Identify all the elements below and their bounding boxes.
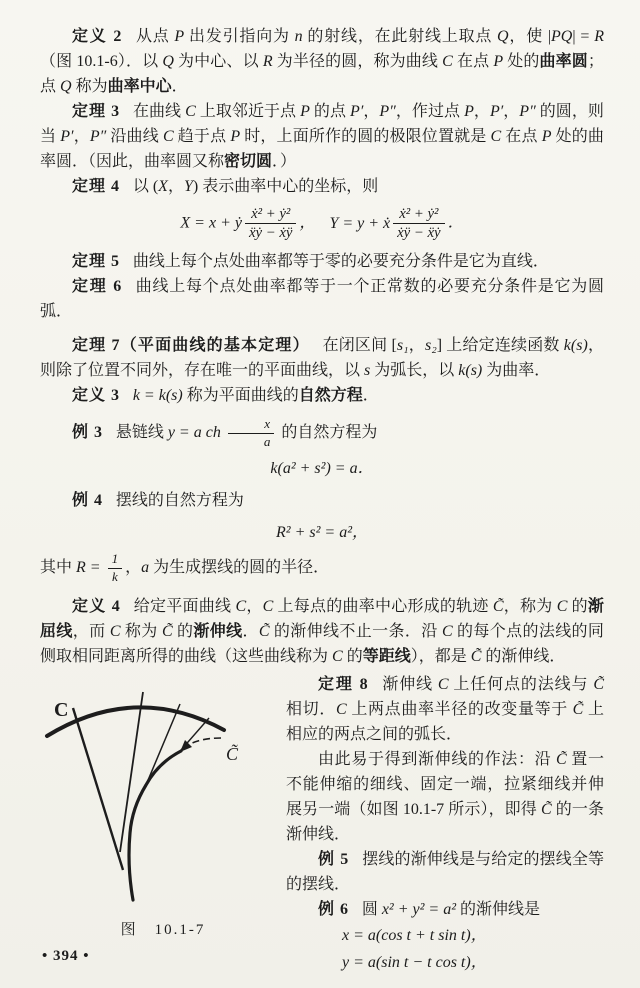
text-run: ) 表示曲率中心的坐标，则 — [192, 178, 379, 195]
text-run: 给定平面曲线 — [133, 597, 236, 615]
text-run: R — [594, 28, 604, 45]
text-run: 渐伸线 — [193, 622, 243, 640]
formula-involute-y: y = a(sin t − t cos t)， — [342, 953, 487, 971]
text-run: ，称为 — [503, 597, 557, 615]
where-math: a — [141, 559, 150, 577]
text-run: 处的曲率圆．（因此，曲率圆又称 — [40, 128, 604, 170]
text-run: 摆线的渐伸线是与给定的摆线全等的摆线． — [286, 850, 604, 893]
text-run: ．） — [272, 153, 297, 170]
theorem-4-label: 定理 4 — [72, 178, 121, 195]
text-run: P′ — [489, 103, 504, 120]
paragraph-theorem-6 — [40, 274, 604, 324]
text-run: 渐屈线 — [40, 597, 604, 640]
text-run: 的每个点的法线的同侧取相同距离所得的曲线（这些曲线称为 — [40, 622, 604, 665]
text-run: C̃ — [593, 675, 604, 693]
text-run: 的 — [172, 622, 194, 640]
paragraph-definition-4 — [40, 594, 604, 669]
theorem-5-label: 定理 5 — [72, 252, 121, 270]
paragraph-theorem-3 — [40, 99, 604, 174]
text-run: 的圆，则当 — [40, 103, 604, 145]
text-run: 为半径的圆，称为曲线 — [272, 53, 443, 70]
where-text: 为生成摆线的圆的半径． — [149, 559, 330, 577]
text-run: 上每点的曲率中心形成的轨迹 — [273, 597, 493, 615]
fraction-numerator: 1 — [108, 552, 123, 569]
theorem-5-text — [133, 253, 549, 270]
paragraph-example-6 — [286, 897, 604, 922]
text-run: Y — [183, 178, 193, 195]
text-run: 的 — [567, 597, 588, 615]
formula-part: ， — [299, 214, 316, 232]
text-run: P — [541, 128, 552, 145]
curve-c-tilde-spiral — [129, 751, 181, 900]
theorem-6-text — [40, 278, 604, 320]
text-run: ， — [408, 336, 425, 354]
text-run: ，作过点 — [395, 103, 465, 120]
text-run: C̃ — [470, 647, 482, 665]
text-run: C — [162, 128, 174, 145]
figure-10-1-7 — [40, 672, 286, 976]
definition-4-text — [40, 598, 604, 665]
text-run: 的射线，在此射线上取点 — [302, 28, 498, 45]
text-run: C̃ — [492, 597, 504, 615]
text-run: 上取邻近于点 — [195, 103, 301, 120]
text-run: 处的 — [503, 53, 540, 70]
text-run: 曲率中心 — [107, 78, 172, 95]
paragraph-theorem-4 — [40, 174, 604, 199]
text-run: 在点 — [501, 128, 542, 145]
paragraph-involute-construction — [286, 747, 604, 847]
text-run: P — [464, 103, 474, 120]
text-run: C — [262, 597, 274, 615]
formula-catenary-natural-equation: k(a² + s²) = a． — [270, 460, 374, 478]
tangent-line-3 — [146, 704, 180, 785]
text-run: PQ — [551, 28, 573, 45]
fraction — [245, 206, 296, 242]
text-run: 上两点曲率半径的改变量等于 — [346, 700, 573, 718]
text-run: 为曲率． — [482, 361, 551, 379]
paragraph-definition-3 — [40, 383, 604, 408]
text-run: C — [437, 675, 449, 693]
text-run: s₁ — [396, 336, 409, 354]
text-run: （图 10.1-6）．以 — [40, 53, 163, 70]
text-run: ，则除了位置不同外，存在唯一的平面曲线，以 — [40, 336, 604, 379]
text-run: | = — [572, 28, 595, 45]
text-run: 等距线 — [362, 647, 411, 665]
example-6-text — [362, 901, 540, 918]
text-run: 称为 — [120, 622, 162, 640]
tangent-line-1 — [73, 708, 123, 870]
text-run: 的渐伸线是 — [456, 900, 541, 918]
text-run: C — [235, 597, 247, 615]
paragraph-example-4 — [40, 488, 604, 513]
text-run: ． — [362, 386, 379, 404]
text-run: s₂ — [424, 336, 437, 354]
involute-evolute-diagram — [40, 680, 286, 912]
text-run: 为中心、以 — [173, 53, 263, 70]
paragraph-theorem-8 — [286, 672, 604, 747]
text-run: Q — [497, 28, 509, 45]
text-run: C — [109, 622, 121, 640]
text-run: C — [185, 103, 196, 120]
text-run: 的一条渐伸线． — [286, 800, 604, 843]
where-math: R = — [76, 559, 105, 577]
text-run: 在闭区间 [ — [322, 336, 397, 354]
fraction-numerator: ẋ² + ẏ² — [393, 206, 444, 224]
theorem-7-label: 定理 7（平面曲线的基本定理） — [72, 336, 310, 354]
text-run: k(s) — [458, 361, 483, 379]
text-run: P″ — [379, 103, 396, 120]
text-run: 的点 — [309, 103, 351, 120]
text-run: P — [300, 103, 310, 120]
text-run: 称为 — [71, 78, 108, 95]
text-run: C — [441, 622, 453, 640]
text-run: ，而 — [72, 622, 110, 640]
curve-c-label: C — [54, 698, 69, 721]
text-run: 圆 — [361, 900, 382, 918]
text-run: 的渐伸线不止一条．沿 — [269, 622, 442, 640]
example-3-label: 例 3 — [72, 423, 104, 441]
text-run: C — [336, 700, 347, 718]
text-run: 曲线上每个点处曲率都等于一个正常数的必要充分条件是它为圆弧． — [40, 277, 604, 320]
theorem-4-text — [133, 178, 378, 195]
fraction-denominator: a — [263, 433, 271, 449]
text-run: 趋于点 — [173, 128, 231, 145]
text-run: P — [174, 28, 185, 45]
fraction-denominator: ẍẏ − ẋÿ — [248, 225, 293, 242]
text-run: 曲线上每个点处曲率都等于零的必要充分条件是它为直线． — [132, 252, 549, 270]
text-run: 相切． — [286, 700, 336, 718]
text-run: 曲率圆 — [539, 53, 588, 70]
fraction — [393, 206, 444, 242]
text-run: 的 — [342, 647, 363, 665]
text-run: 摆线的自然方程为 — [115, 492, 244, 510]
text-run: 沿曲线 — [106, 128, 163, 145]
theorem-3-text — [40, 103, 604, 170]
fraction-numerator: ẋ² + ẏ² — [245, 206, 296, 224]
example-5-label: 例 5 — [318, 850, 350, 868]
text-run: C — [490, 128, 502, 145]
text-run: 时，上面所作的圆的极限位置就是 — [240, 128, 491, 145]
text-run: P — [493, 53, 504, 70]
text-run: C̃ — [161, 622, 173, 640]
text-run: x² + y² = a² — [381, 900, 457, 918]
right-text-column — [286, 672, 604, 976]
formula-part: ． — [447, 214, 464, 232]
definition-2-text — [40, 28, 604, 95]
paragraph-where-clause — [40, 552, 604, 584]
text-run: P′ — [60, 128, 74, 145]
formula-part: Y = y + ẋ — [329, 214, 391, 232]
paragraph-theorem-5 — [40, 249, 604, 274]
text-run: 上相应的两点之间的弧长． — [286, 700, 604, 743]
text-run: k(s) — [563, 336, 588, 354]
text-run: n — [294, 28, 303, 45]
text-run: ， — [73, 128, 90, 145]
text-run: 上任何点的法线与 — [448, 675, 594, 693]
fraction-denominator: k — [111, 569, 118, 585]
text-run: ． — [242, 622, 259, 640]
text-run: s — [364, 361, 371, 379]
text-run: 密切圆 — [224, 153, 273, 170]
text-run: C̃ — [555, 750, 567, 768]
definition-2-label: 定义 2 — [72, 28, 123, 45]
text-run: ] 上给定连续函数 — [436, 336, 564, 354]
formula-involute-x: x = a(cos t + t sin t)， — [342, 926, 487, 944]
paragraph-example-3 — [40, 417, 604, 449]
text-run: C — [556, 597, 568, 615]
text-run: ． — [171, 78, 188, 95]
text-run: C — [332, 647, 343, 665]
text-run: ， — [473, 103, 490, 120]
text-run: 在曲线 — [132, 103, 186, 120]
fraction — [228, 417, 275, 449]
text-run: ，使 | — [508, 28, 552, 45]
text-run: C̃ — [258, 622, 270, 640]
definition-3-label: 定义 3 — [72, 386, 121, 404]
formula-curvature-center — [40, 206, 604, 242]
example-3-text: 悬链线 — [115, 423, 168, 441]
text-run: P′ — [350, 103, 364, 120]
text-run: C̃ — [541, 800, 552, 818]
where-text: 其中 — [40, 559, 77, 577]
text-run: 由此易于得到渐伸线的作法：沿 — [318, 750, 556, 768]
text-run: ， — [167, 178, 184, 195]
text-run: R — [262, 53, 273, 70]
text-run: ），都是 — [410, 647, 471, 665]
text-run: C — [442, 53, 453, 70]
text-run: ， — [503, 103, 520, 120]
figure-caption: 图 10.1-7 — [120, 921, 206, 938]
text-run: ， — [246, 597, 263, 615]
example-3-text: 的自然方程为 — [277, 423, 378, 441]
paragraph-example-5 — [286, 847, 604, 897]
text-run: 渐伸线 — [381, 675, 438, 693]
text-run: 称为平面曲线的 — [182, 386, 299, 404]
formula-part: X = x + ẏ — [180, 214, 242, 232]
paragraph-theorem-7 — [40, 333, 604, 383]
text-run: 的渐伸线． — [481, 647, 566, 665]
text-run: 为弧长，以 — [370, 361, 459, 379]
text-run: P″ — [89, 128, 107, 145]
where-text: ， — [125, 559, 142, 577]
text-run: k = k(s) — [132, 386, 183, 404]
example-4-text — [116, 492, 244, 509]
text-run: ， — [363, 103, 380, 120]
text-run: P — [230, 128, 241, 145]
text-run: C̃ — [572, 700, 584, 718]
fraction-denominator: ẋÿ − ẍẏ — [397, 225, 441, 242]
theorem-6-label: 定理 6 — [72, 277, 123, 295]
text-run: 出发引指向为 — [184, 28, 295, 45]
fraction-numerator: x — [228, 417, 275, 434]
text-run: 自然方程 — [298, 386, 363, 404]
two-column-section — [40, 672, 604, 976]
formula-cycloid-natural-equation: R² + s² = a²， — [276, 524, 368, 542]
text-run: 从点 — [135, 28, 175, 45]
page-number: • 394 • — [42, 948, 90, 964]
text-run: Q — [162, 53, 174, 70]
theorem-8-label: 定理 8 — [318, 675, 369, 693]
curve-c-tilde-label: C̃ — [226, 743, 239, 764]
text-run: Q — [60, 78, 72, 95]
paragraph-definition-2 — [40, 24, 604, 99]
fraction — [108, 552, 123, 584]
example-6-label: 例 6 — [318, 900, 350, 918]
text-run: X — [158, 178, 168, 195]
theorem-3-label: 定理 3 — [72, 103, 121, 120]
definition-4-label: 定义 4 — [72, 597, 121, 615]
text-run: ；点 — [40, 53, 604, 95]
text-run: 在点 — [452, 53, 494, 70]
text-run: 置一不能伸缩的细线、固定一端，拉紧细线并伸展另一端（如图 10.1-7 所示），即得 — [286, 750, 604, 818]
construction-text — [286, 751, 604, 843]
example-4-label: 例 4 — [72, 492, 104, 510]
definition-3-text — [133, 387, 379, 404]
text-run: P″ — [519, 103, 536, 120]
text-run: 以 ( — [132, 178, 159, 195]
example-3-math: y = a ch — [167, 423, 225, 441]
